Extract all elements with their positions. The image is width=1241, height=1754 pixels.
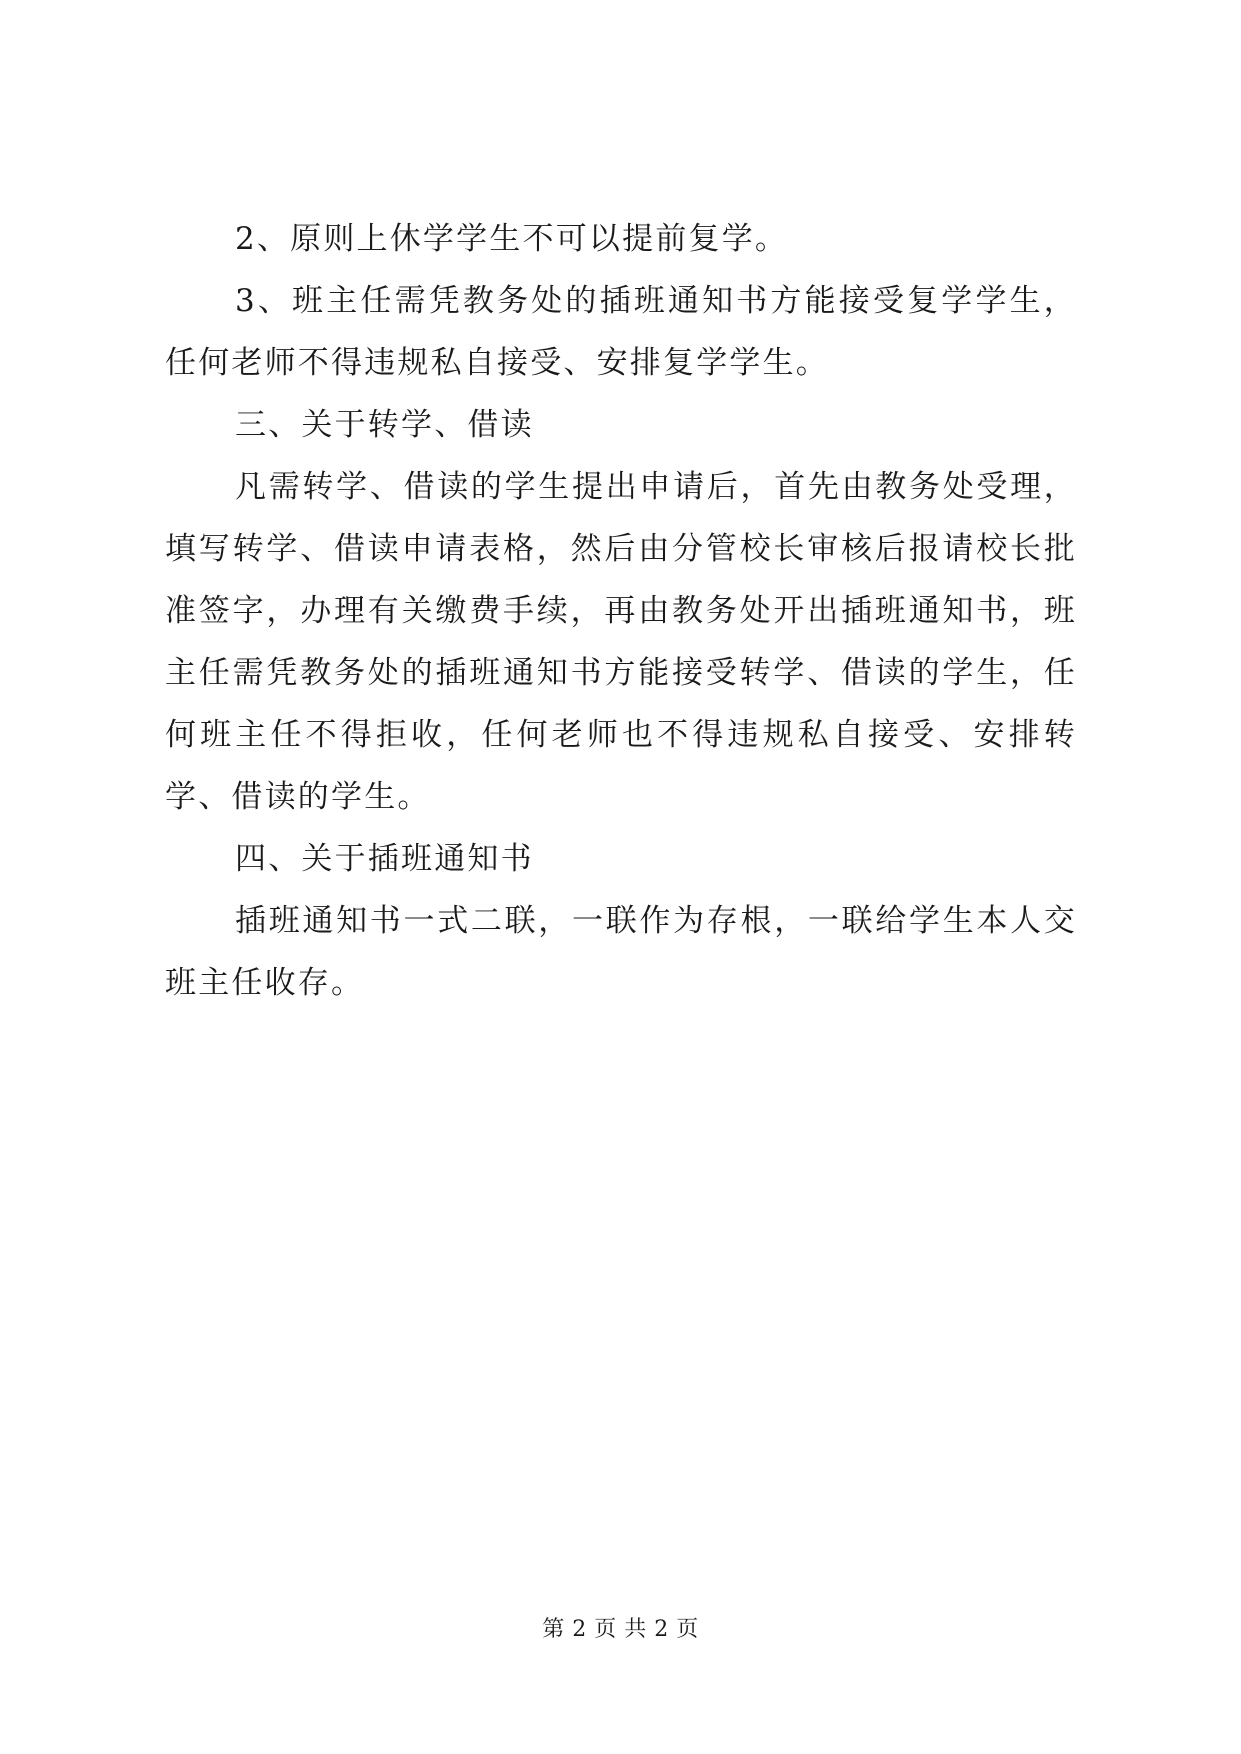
paragraph-clause-2: 2、原则上休学学生不可以提前复学。 xyxy=(235,221,789,257)
section-heading-notice: 四、关于插班通知书 xyxy=(235,841,534,877)
section-heading-transfer: 三、关于转学、借读 xyxy=(235,407,534,443)
paragraph-clause-3: 3、班主任需凭教务处的插班通知书方能接受复学学生，任何老师不得违规私自接受、安排复学学生。 xyxy=(165,283,1077,381)
document-body xyxy=(165,208,1077,1014)
page-number-footer: 第 2 页 共 2 页 xyxy=(542,1617,699,1642)
paragraph-notice-copies: 插班通知书一式二联，一联作为存根，一联给学生本人交班主任收存。 xyxy=(165,903,1077,1001)
paragraph-transfer-procedure: 凡需转学、借读的学生提出申请后，首先由教务处受理，填写转学、借读申请表格，然后由分管校长审核后报请校长批准签字，办理有关缴费手续，再由教务处开出插班通知书，班主任需凭教务处的插班通知书方能接受转学、借读的学生，任何班主任不得拒收，任何老师也不得违规私自接受、安排转学、借读的学生。 xyxy=(165,469,1077,815)
